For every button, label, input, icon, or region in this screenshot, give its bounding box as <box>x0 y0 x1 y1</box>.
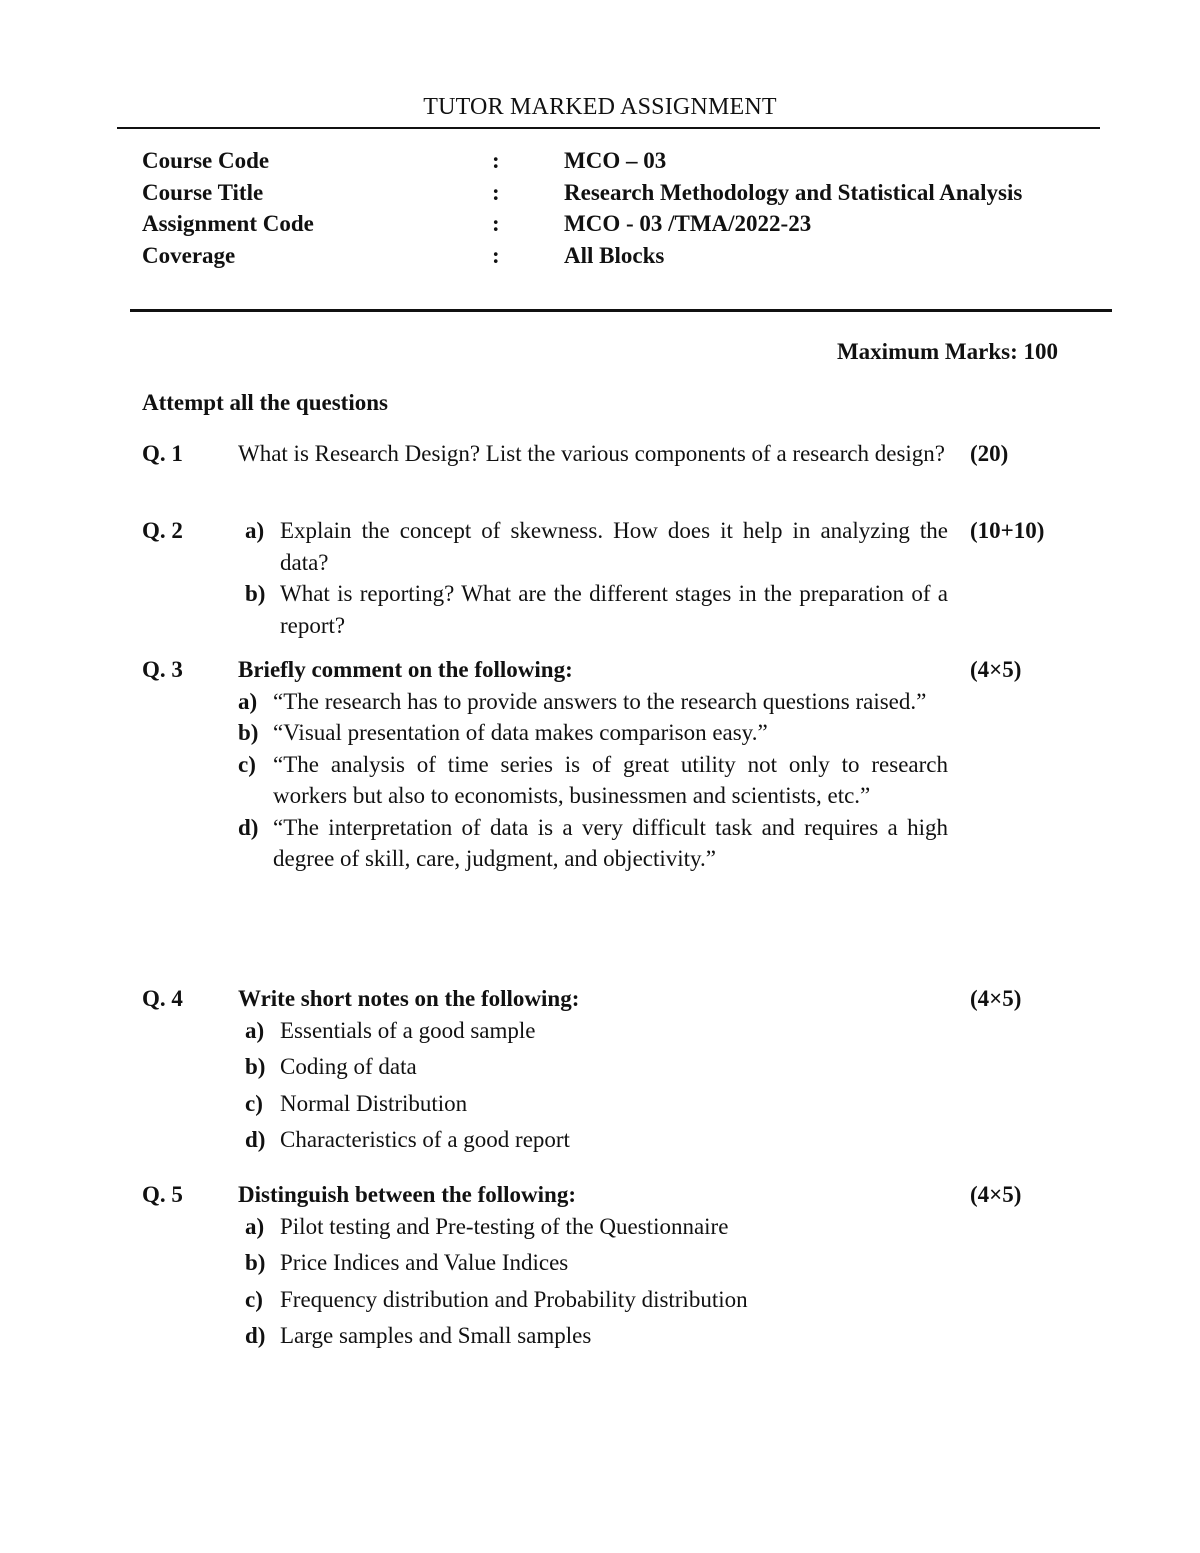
question-marks: (4×5) <box>970 986 1022 1011</box>
sub-label: a) <box>238 688 258 714</box>
sub-label: c) <box>245 1286 263 1312</box>
question-body <box>238 515 948 641</box>
question-heading: Write short notes on the following: <box>238 986 580 1011</box>
sub-question <box>245 1088 948 1120</box>
sub-text: “The analysis of time series is of great utility not only to research workers but also to economists, businessmen and scientists, etc.” <box>273 751 948 808</box>
sub-question <box>245 1284 948 1316</box>
question-number: Q. 1 <box>142 441 183 466</box>
sub-question <box>245 1320 948 1352</box>
info-value: MCO - 03 /TMA/2022-23 <box>564 211 812 236</box>
sub-question <box>245 1051 948 1083</box>
sub-question <box>245 1124 948 1156</box>
question-body <box>238 438 948 470</box>
sub-text: Coding of data <box>280 1054 417 1079</box>
sub-question <box>245 578 948 641</box>
info-colon: : <box>492 242 500 268</box>
info-label: Assignment Code <box>142 211 314 236</box>
sub-text: Frequency distribution and Probability distribution <box>280 1286 748 1312</box>
info-colon: : <box>492 211 500 236</box>
question-number: Q. 4 <box>142 986 183 1011</box>
question-text: What is Research Design? List the various components of a research design? <box>238 441 946 466</box>
sub-label: d) <box>245 1127 266 1152</box>
question-marks: (4×5) <box>970 657 1022 682</box>
question-marks: (20) <box>970 441 1009 466</box>
sub-text: Characteristics of a good report <box>280 1127 570 1152</box>
sub-text: Pilot testing and Pre-testing of the Questionnaire <box>280 1213 729 1239</box>
info-label: Course Title <box>142 179 264 205</box>
question-number: Q. 2 <box>142 518 183 543</box>
info-label: Course Code <box>142 148 270 173</box>
header-bottom-rule <box>130 309 1112 312</box>
question-marks: (10+10) <box>970 518 1045 543</box>
question-number: Q. 5 <box>142 1182 183 1207</box>
sub-label: a) <box>245 1213 265 1239</box>
question-body <box>238 983 948 1161</box>
question-heading: Distinguish between the following: <box>238 1182 576 1207</box>
instruction: Attempt all the questions <box>142 390 388 415</box>
sub-label: c) <box>238 751 256 777</box>
info-value: MCO – 03 <box>564 148 667 173</box>
sub-text: “Visual presentation of data makes comparison easy.” <box>273 720 768 745</box>
info-label: Coverage <box>142 242 236 268</box>
sub-question <box>245 1015 948 1047</box>
sub-label: b) <box>245 581 266 606</box>
question-body <box>238 1179 948 1357</box>
sub-question <box>245 515 948 578</box>
course-info-table <box>142 145 1042 271</box>
sub-question <box>238 749 948 812</box>
info-row-course-title <box>142 177 1042 209</box>
header-top-rule <box>117 127 1100 129</box>
sub-label: c) <box>245 1090 263 1116</box>
sub-text: Explain the concept of skewness. How does it help in analyzing the data? <box>280 518 948 575</box>
info-value: Research Methodology and Statistical Analysis <box>564 179 1023 205</box>
sub-question <box>238 717 948 749</box>
sub-label: a) <box>245 518 265 543</box>
info-row-course-code <box>142 145 1042 177</box>
sub-question <box>245 1211 948 1243</box>
sub-question <box>238 812 948 875</box>
sub-text: “The research has to provide answers to the research questions raised.” <box>273 688 927 714</box>
document-title: TUTOR MARKED ASSIGNMENT <box>423 94 777 120</box>
info-value: All Blocks <box>564 242 665 268</box>
info-row-assignment-code <box>142 208 1042 240</box>
info-row-coverage <box>142 240 1042 272</box>
sub-text: “The interpretation of data is a very difficult task and requires a high degree of skill, care, judgment, and objectivity.” <box>273 814 948 871</box>
sub-label: b) <box>238 720 259 745</box>
sub-label: a) <box>245 1017 265 1043</box>
sub-text: Essentials of a good sample <box>280 1017 536 1043</box>
question-body <box>238 654 948 875</box>
question-marks: (4×5) <box>970 1182 1022 1207</box>
sub-text: Large samples and Small samples <box>280 1323 592 1348</box>
info-colon: : <box>492 148 500 173</box>
sub-question <box>245 1247 948 1279</box>
maximum-marks: Maximum Marks: 100 <box>836 339 1058 364</box>
question-number: Q. 3 <box>142 657 183 682</box>
sub-text: Normal Distribution <box>280 1090 468 1116</box>
sub-question <box>238 686 948 718</box>
sub-text: What is reporting? What are the different stages in the preparation of a report? <box>280 581 948 638</box>
sub-text: Price Indices and Value Indices <box>280 1250 569 1275</box>
sub-label: d) <box>238 814 259 840</box>
sub-label: b) <box>245 1054 266 1079</box>
sub-label: b) <box>245 1250 266 1275</box>
sub-label: d) <box>245 1323 266 1348</box>
question-heading: Briefly comment on the following: <box>238 657 573 682</box>
info-colon: : <box>492 179 500 205</box>
